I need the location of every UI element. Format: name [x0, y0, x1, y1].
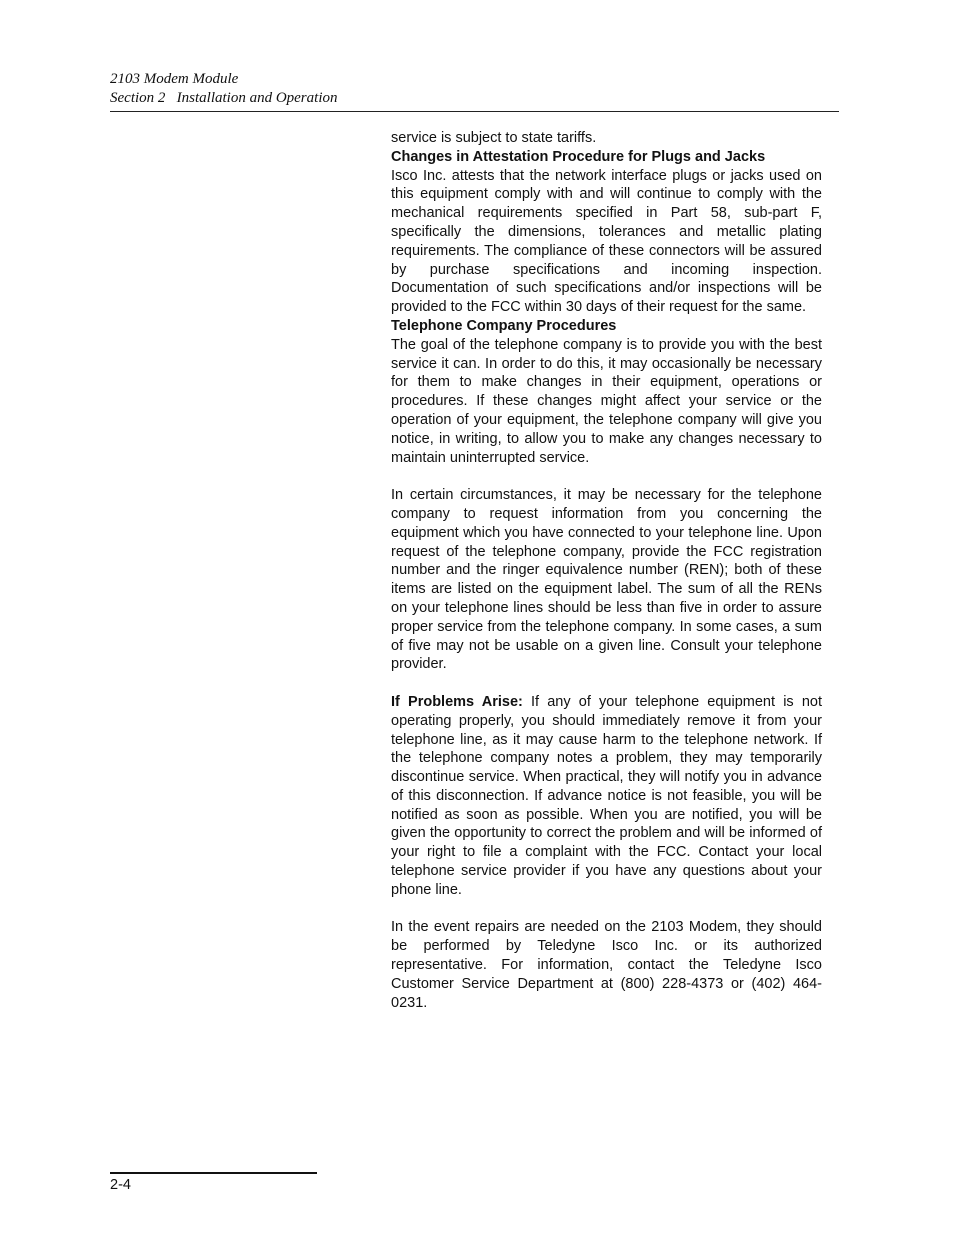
problems-text: If any of your telephone equipment is not operating properly, you should immediately remove it from your telephone line, as it may cause harm to the telephone network. If the telephone company notes a problem, they may temporarily discontinue service. When practical, they will notify you in advance of this disconnection. If advance notice is not feasible, you will be notified as soon as possible. When you are notified, you will be given the opportunity to correct the problem and will be informed of your right to file a complaint with the FCC. Contact your local telephone service provider if you have any questions about your phone line. [391, 693, 822, 898]
header-divider [110, 111, 839, 112]
footer-divider [110, 1172, 317, 1174]
page-number: 2-4 [110, 1177, 131, 1193]
intro-paragraph: service is subject to state tariffs. [391, 130, 597, 146]
attestation-heading: Changes in Attestation Procedure for Plugs and Jacks [391, 148, 766, 165]
telco-procedures-heading: Telephone Company Procedures [391, 317, 617, 334]
problems-paragraph [391, 693, 822, 900]
running-header [110, 70, 337, 108]
body-column [391, 129, 822, 1012]
problems-lead: If Problems Arise: [391, 693, 523, 710]
document-title: 2103 Modem Module [110, 71, 239, 87]
repairs-paragraph: In the event repairs are needed on the 2103 Modem, they should be performed by Teledyne Isco Inc. or its authorized representative. For information, contact the Teledyne Isco Customer Service Department at (800) 228-4373 or (402) 464-0231. [391, 919, 822, 1011]
attestation-paragraph: Isco Inc. attests that the network interface plugs or jacks used on this equipment comply with and will continue to comply with the mechanical requirements specified in Part 58, sub-part F, specifically the dimensions, tolerances and metallic plating requirements. The compliance of these connectors will be assured by purchase specifications and incoming inspection. Documentation of such specifications and/or inspections will be provided to the FCC within 30 days of their request for the same. [391, 167, 822, 316]
telco-paragraph-2: In certain circumstances, it may be necessary for the telephone company to request information from you concerning the equipment which you have connected to your telephone line. Upon request of the telephone company, provide the FCC registration number and the ringer equivalence number (REN); both of these items are listed on the equipment label. The sum of all the RENs on your telephone lines should be less than five in order to assure proper service from the telephone company. In some cases, a sum of five may not be usable on a given line. Consult your telephone provider. [391, 487, 822, 673]
section-title: Section 2 Installation and Operation [110, 90, 338, 106]
telco-paragraph-1: The goal of the telephone company is to provide you with the best service it can. In order to do this, it may occasionally be necessary for them to make changes in their equipment, operations or procedures. If these changes might affect your service or the operation of your equipment, the telephone company will give you notice, in writing, to allow you to make any changes necessary to maintain uninterrupted service. [391, 336, 822, 466]
